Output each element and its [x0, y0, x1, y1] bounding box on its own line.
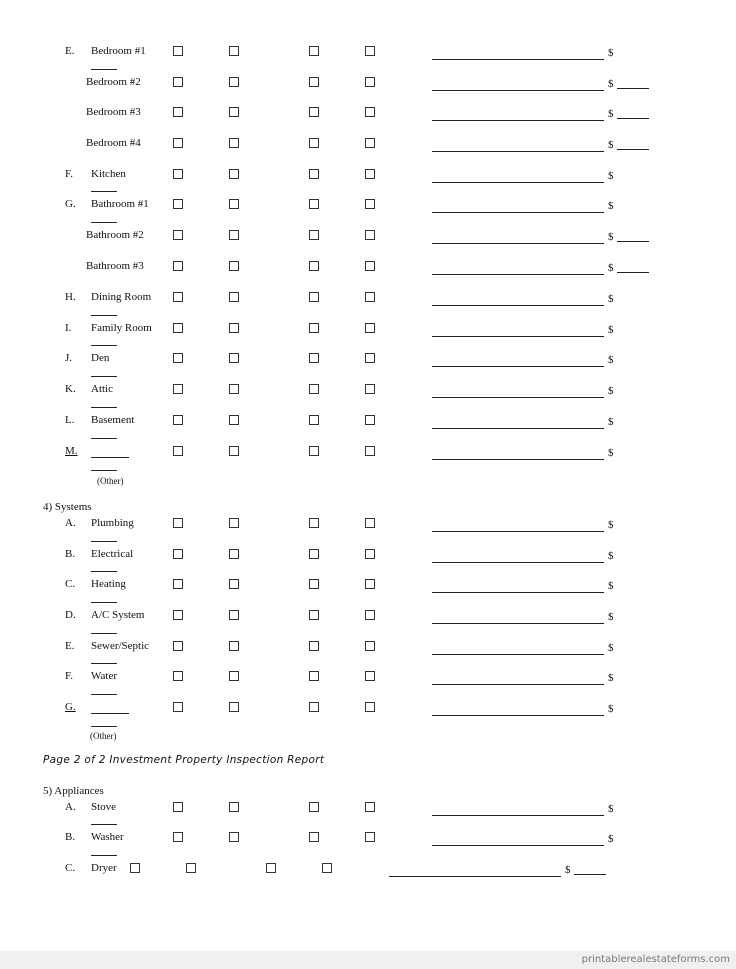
- condition-checkbox-4[interactable]: [365, 549, 375, 559]
- label-rule: [91, 315, 117, 316]
- condition-checkbox-4[interactable]: [365, 579, 375, 589]
- item-row: [0, 443, 736, 463]
- item-letter: M.: [65, 445, 78, 457]
- item-label: Family Room: [91, 322, 152, 334]
- comments-line[interactable]: [432, 274, 604, 275]
- item-label: Attic: [91, 383, 113, 395]
- cost-field[interactable]: [617, 76, 649, 89]
- condition-checkbox-3[interactable]: [309, 641, 319, 651]
- item-label: Heating: [91, 578, 126, 590]
- item-label: Bathroom #1: [91, 198, 149, 210]
- condition-checkbox-4[interactable]: [365, 415, 375, 425]
- section-title-appliances: 5) Appliances: [43, 785, 104, 797]
- condition-checkbox-2[interactable]: [229, 832, 239, 842]
- condition-checkbox-4[interactable]: [365, 77, 375, 87]
- condition-checkbox-3[interactable]: [309, 199, 319, 209]
- label-rule: [91, 633, 117, 634]
- condition-checkbox-1[interactable]: [173, 610, 183, 620]
- comments-line[interactable]: [432, 305, 604, 306]
- condition-checkbox-4[interactable]: [365, 610, 375, 620]
- comments-line[interactable]: [432, 562, 604, 563]
- label-rule: [91, 69, 117, 70]
- item-label: Stove: [91, 801, 117, 813]
- comments-line[interactable]: [432, 243, 604, 244]
- item-letter: A.: [65, 801, 76, 813]
- dollar-sign: $: [608, 447, 614, 459]
- dollar-sign: $: [608, 47, 614, 59]
- comments-line[interactable]: [432, 623, 604, 624]
- label-rule: [91, 571, 117, 572]
- dollar-sign: $: [608, 78, 614, 90]
- label-rule: [91, 541, 117, 542]
- condition-checkbox-1[interactable]: [173, 802, 183, 812]
- item-row: [0, 638, 736, 658]
- section-title-systems: 4) Systems: [43, 501, 92, 513]
- condition-checkbox-2[interactable]: [229, 671, 239, 681]
- dollar-sign: $: [608, 293, 614, 305]
- condition-checkbox-1[interactable]: [130, 863, 140, 873]
- label-rule: [91, 191, 117, 192]
- item-letter: E.: [65, 640, 75, 652]
- comments-line[interactable]: [432, 845, 604, 846]
- condition-checkbox-1[interactable]: [173, 446, 183, 456]
- label-rule: [91, 470, 117, 471]
- item-label: Bathroom #2: [86, 229, 144, 241]
- dollar-sign: $: [608, 550, 614, 562]
- condition-checkbox-3[interactable]: [309, 446, 319, 456]
- item-label: Bedroom #4: [86, 137, 141, 149]
- item-label: Washer: [91, 831, 124, 843]
- label-rule: [91, 663, 117, 664]
- comments-line[interactable]: [432, 684, 604, 685]
- condition-checkbox-4[interactable]: [365, 46, 375, 56]
- comments-line[interactable]: [432, 90, 604, 91]
- condition-checkbox-4[interactable]: [365, 261, 375, 271]
- comments-line[interactable]: [432, 428, 604, 429]
- label-rule: [91, 438, 117, 439]
- condition-checkbox-1[interactable]: [173, 199, 183, 209]
- condition-checkbox-2[interactable]: [229, 353, 239, 363]
- condition-checkbox-2[interactable]: [229, 323, 239, 333]
- condition-checkbox-1[interactable]: [173, 832, 183, 842]
- label-rule: [91, 855, 117, 856]
- condition-checkbox-2[interactable]: [229, 77, 239, 87]
- condition-checkbox-2[interactable]: [229, 549, 239, 559]
- comments-line[interactable]: [432, 715, 604, 716]
- condition-checkbox-4[interactable]: [365, 446, 375, 456]
- label-rule: [91, 222, 117, 223]
- cost-field[interactable]: [617, 229, 649, 242]
- condition-checkbox-1[interactable]: [173, 518, 183, 528]
- condition-checkbox-2[interactable]: [229, 610, 239, 620]
- condition-checkbox-3[interactable]: [309, 518, 319, 528]
- cost-field[interactable]: [617, 106, 649, 119]
- item-letter: D.: [65, 609, 76, 621]
- condition-checkbox-3[interactable]: [309, 138, 319, 148]
- condition-checkbox-2[interactable]: [186, 863, 196, 873]
- condition-checkbox-2[interactable]: [229, 415, 239, 425]
- item-letter: C.: [65, 578, 76, 590]
- condition-checkbox-2[interactable]: [229, 169, 239, 179]
- other-item-field[interactable]: [91, 445, 129, 458]
- comments-line[interactable]: [432, 151, 604, 152]
- dollar-sign: $: [608, 416, 614, 428]
- dollar-sign: $: [608, 519, 614, 531]
- condition-checkbox-4[interactable]: [365, 292, 375, 302]
- condition-checkbox-4[interactable]: [365, 230, 375, 240]
- condition-checkbox-2[interactable]: [229, 802, 239, 812]
- item-row: [0, 74, 736, 94]
- item-label: Bedroom #3: [86, 106, 141, 118]
- condition-checkbox-4[interactable]: [365, 138, 375, 148]
- condition-checkbox-3[interactable]: [309, 610, 319, 620]
- condition-checkbox-4[interactable]: [365, 199, 375, 209]
- item-letter: K.: [65, 383, 76, 395]
- dollar-sign: $: [608, 703, 614, 715]
- item-row: [0, 320, 736, 340]
- item-row: [0, 668, 736, 688]
- comments-line[interactable]: [432, 182, 604, 183]
- condition-checkbox-1[interactable]: [173, 353, 183, 363]
- item-label: Bathroom #3: [86, 260, 144, 272]
- cost-field[interactable]: [617, 260, 649, 273]
- item-letter: G.: [65, 701, 76, 713]
- condition-checkbox-2[interactable]: [229, 261, 239, 271]
- item-row: [0, 43, 736, 63]
- condition-checkbox-1[interactable]: [173, 169, 183, 179]
- item-letter: G.: [65, 198, 76, 210]
- condition-checkbox-4[interactable]: [365, 323, 375, 333]
- condition-checkbox-2[interactable]: [229, 641, 239, 651]
- condition-checkbox-1[interactable]: [173, 292, 183, 302]
- item-letter: J.: [65, 352, 73, 364]
- item-label: Bedroom #1: [91, 45, 146, 57]
- condition-checkbox-3[interactable]: [309, 702, 319, 712]
- item-label: A/C System: [91, 609, 145, 621]
- condition-checkbox-3[interactable]: [309, 415, 319, 425]
- condition-checkbox-3[interactable]: [309, 802, 319, 812]
- comments-line[interactable]: [432, 366, 604, 367]
- condition-checkbox-4[interactable]: [322, 863, 332, 873]
- condition-checkbox-2[interactable]: [229, 579, 239, 589]
- label-rule: [91, 376, 117, 377]
- dollar-sign: $: [608, 139, 614, 151]
- condition-checkbox-2[interactable]: [229, 446, 239, 456]
- item-row: [0, 607, 736, 627]
- condition-checkbox-3[interactable]: [309, 261, 319, 271]
- condition-checkbox-1[interactable]: [173, 384, 183, 394]
- dollar-sign: $: [608, 354, 614, 366]
- item-row: [0, 576, 736, 596]
- item-row: [0, 104, 736, 124]
- condition-checkbox-1[interactable]: [173, 671, 183, 681]
- comments-line[interactable]: [432, 654, 604, 655]
- item-row: [0, 860, 736, 880]
- item-letter: I.: [65, 322, 72, 334]
- condition-checkbox-3[interactable]: [309, 292, 319, 302]
- condition-checkbox-3[interactable]: [309, 549, 319, 559]
- condition-checkbox-4[interactable]: [365, 702, 375, 712]
- item-label: Bedroom #2: [86, 76, 141, 88]
- item-letter: F.: [65, 168, 73, 180]
- dollar-sign: $: [608, 385, 614, 397]
- item-label: Water: [91, 670, 117, 682]
- condition-checkbox-1[interactable]: [173, 549, 183, 559]
- condition-checkbox-1[interactable]: [173, 77, 183, 87]
- condition-checkbox-1[interactable]: [173, 641, 183, 651]
- item-row: [0, 166, 736, 186]
- item-row: [0, 196, 736, 216]
- other-caption: (Other): [97, 476, 124, 486]
- item-row: [0, 412, 736, 432]
- condition-checkbox-1[interactable]: [173, 46, 183, 56]
- condition-checkbox-2[interactable]: [229, 107, 239, 117]
- condition-checkbox-3[interactable]: [309, 107, 319, 117]
- item-row: [0, 799, 736, 819]
- condition-checkbox-1[interactable]: [173, 415, 183, 425]
- comments-line[interactable]: [432, 59, 604, 60]
- condition-checkbox-3[interactable]: [309, 230, 319, 240]
- dollar-sign: $: [608, 231, 614, 243]
- condition-checkbox-1[interactable]: [173, 107, 183, 117]
- condition-checkbox-3[interactable]: [309, 323, 319, 333]
- item-row: [0, 829, 736, 849]
- item-row: [0, 135, 736, 155]
- condition-checkbox-3[interactable]: [309, 353, 319, 363]
- label-rule: [91, 726, 117, 727]
- item-label: Kitchen: [91, 168, 126, 180]
- item-row: [0, 258, 736, 278]
- condition-checkbox-2[interactable]: [229, 292, 239, 302]
- condition-checkbox-3[interactable]: [309, 671, 319, 681]
- other-item-field[interactable]: [91, 701, 129, 714]
- condition-checkbox-4[interactable]: [365, 518, 375, 528]
- item-letter: B.: [65, 548, 76, 560]
- dollar-sign: $: [608, 200, 614, 212]
- condition-checkbox-3[interactable]: [309, 832, 319, 842]
- condition-checkbox-4[interactable]: [365, 169, 375, 179]
- condition-checkbox-2[interactable]: [229, 384, 239, 394]
- dollar-sign: $: [608, 803, 614, 815]
- item-label: Basement: [91, 414, 135, 426]
- dollar-sign: $: [608, 170, 614, 182]
- condition-checkbox-4[interactable]: [365, 802, 375, 812]
- comments-line[interactable]: [432, 212, 604, 213]
- item-row: [0, 227, 736, 247]
- condition-checkbox-1[interactable]: [173, 261, 183, 271]
- dollar-sign: $: [608, 611, 614, 623]
- condition-checkbox-4[interactable]: [365, 832, 375, 842]
- condition-checkbox-2[interactable]: [229, 46, 239, 56]
- dollar-sign: $: [608, 324, 614, 336]
- item-label: Dryer: [91, 862, 117, 874]
- comments-line[interactable]: [432, 592, 604, 593]
- dollar-sign: $: [608, 262, 614, 274]
- item-letter: C.: [65, 862, 76, 874]
- item-row: [0, 699, 736, 719]
- item-row: [0, 515, 736, 535]
- item-letter: L.: [65, 414, 75, 426]
- condition-checkbox-2[interactable]: [229, 518, 239, 528]
- item-row: [0, 289, 736, 309]
- condition-checkbox-4[interactable]: [365, 671, 375, 681]
- label-rule: [91, 694, 117, 695]
- item-row: [0, 381, 736, 401]
- cost-field[interactable]: [574, 862, 606, 875]
- condition-checkbox-2[interactable]: [229, 230, 239, 240]
- condition-checkbox-3[interactable]: [309, 77, 319, 87]
- condition-checkbox-3[interactable]: [309, 46, 319, 56]
- condition-checkbox-2[interactable]: [229, 702, 239, 712]
- condition-checkbox-1[interactable]: [173, 579, 183, 589]
- item-label: Sewer/Septic: [91, 640, 150, 652]
- item-letter: H.: [65, 291, 76, 303]
- condition-checkbox-2[interactable]: [229, 199, 239, 209]
- comments-line[interactable]: [432, 336, 604, 337]
- condition-checkbox-1[interactable]: [173, 323, 183, 333]
- comments-line[interactable]: [389, 876, 561, 877]
- condition-checkbox-1[interactable]: [173, 138, 183, 148]
- item-label: Electrical: [91, 548, 134, 560]
- item-letter: B.: [65, 831, 76, 843]
- item-letter: E.: [65, 45, 75, 57]
- condition-checkbox-3[interactable]: [266, 863, 276, 873]
- dollar-sign: $: [608, 833, 614, 845]
- cost-field[interactable]: [617, 137, 649, 150]
- other-caption: (Other): [90, 731, 117, 741]
- item-row: [0, 350, 736, 370]
- condition-checkbox-3[interactable]: [309, 579, 319, 589]
- condition-checkbox-4[interactable]: [365, 641, 375, 651]
- condition-checkbox-4[interactable]: [365, 107, 375, 117]
- label-rule: [91, 345, 117, 346]
- condition-checkbox-4[interactable]: [365, 353, 375, 363]
- item-row: [0, 546, 736, 566]
- label-rule: [91, 824, 117, 825]
- watermark: printablerealestateforms.com: [581, 954, 730, 965]
- condition-checkbox-4[interactable]: [365, 384, 375, 394]
- condition-checkbox-3[interactable]: [309, 384, 319, 394]
- condition-checkbox-2[interactable]: [229, 138, 239, 148]
- footer-bar: [0, 951, 736, 969]
- condition-checkbox-3[interactable]: [309, 169, 319, 179]
- dollar-sign: $: [608, 672, 614, 684]
- label-rule: [91, 602, 117, 603]
- condition-checkbox-1[interactable]: [173, 230, 183, 240]
- dollar-sign: $: [608, 642, 614, 654]
- dollar-sign: $: [608, 108, 614, 120]
- item-label: Dining Room: [91, 291, 152, 303]
- item-label: Den: [91, 352, 110, 364]
- comments-line[interactable]: [432, 531, 604, 532]
- item-letter: A.: [65, 517, 76, 529]
- comments-line[interactable]: [432, 120, 604, 121]
- item-letter: F.: [65, 670, 73, 682]
- comments-line[interactable]: [432, 397, 604, 398]
- comments-line[interactable]: [432, 459, 604, 460]
- condition-checkbox-1[interactable]: [173, 702, 183, 712]
- item-label: Plumbing: [91, 517, 134, 529]
- page-footer: Page 2 of 2 Investment Property Inspection Report: [43, 754, 325, 766]
- dollar-sign: $: [608, 580, 614, 592]
- comments-line[interactable]: [432, 815, 604, 816]
- label-rule: [91, 407, 117, 408]
- dollar-sign: $: [565, 864, 571, 876]
